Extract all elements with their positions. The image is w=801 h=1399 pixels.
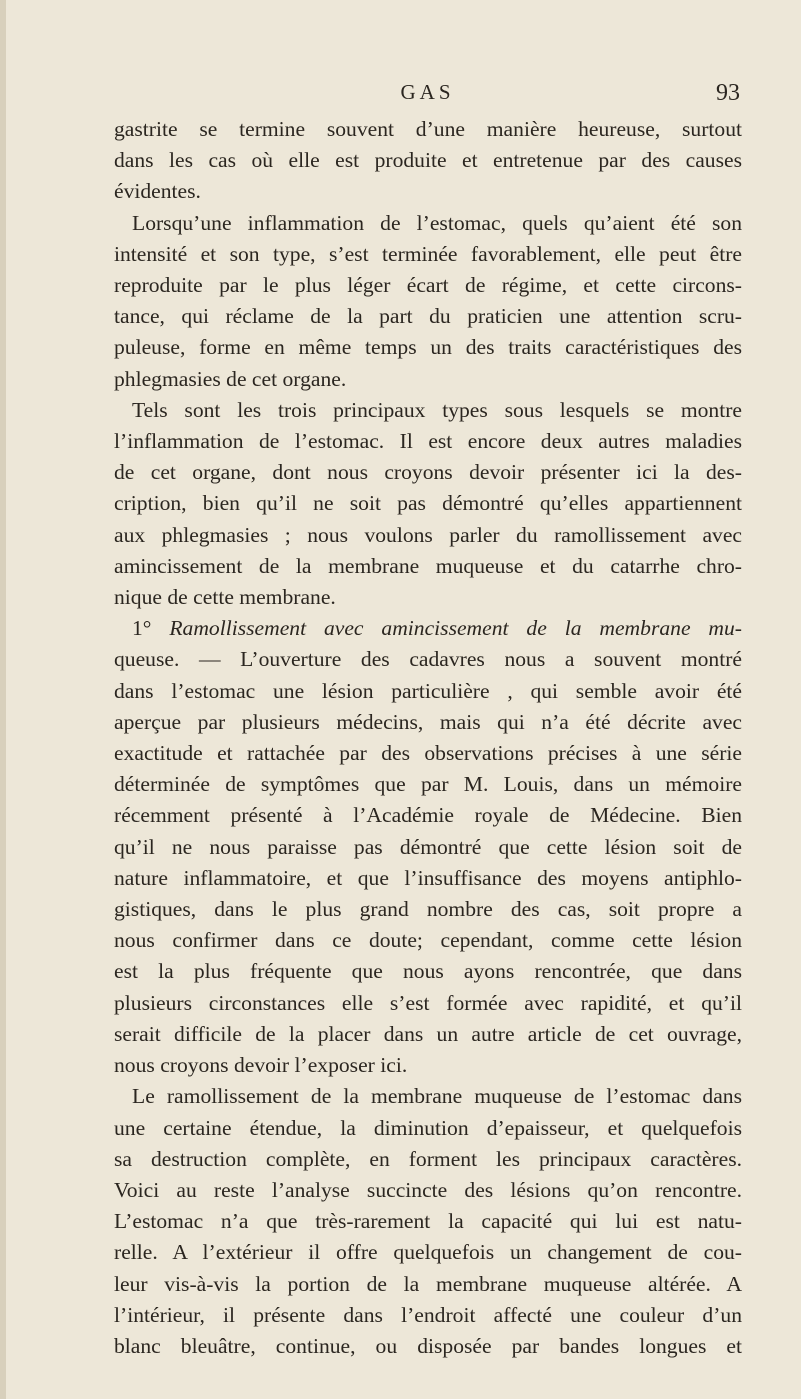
- text-line: exactitude et rattachée par des observations précises à une série: [114, 741, 742, 766]
- text-line: l’inflammation de l’estomac. Il est encore deux autres maladies: [114, 429, 742, 454]
- text-line: dans les cas où elle est produite et entretenue par des causes: [114, 148, 742, 173]
- text-line: phlegmasies de cet organe.: [114, 366, 347, 391]
- section-number: 1°: [132, 616, 152, 641]
- section-heading: [114, 613, 742, 644]
- text-line: l’intérieur, il présente dans l’endroit affecté une couleur d’un: [114, 1302, 742, 1327]
- text-line: de cet organe, dont nous croyons devoir présenter ici la des-: [114, 460, 742, 485]
- text-line: gastrite se termine souvent d’une manière heureuse, surtout: [114, 117, 742, 141]
- text-line: [114, 644, 742, 675]
- text-line: évidentes.: [114, 179, 201, 204]
- text-line: reproduite par le plus léger écart de régime, et cette circons-: [114, 273, 742, 298]
- text-line: Le ramollissement de la membrane muqueuse de l’estomac dans: [132, 1084, 742, 1109]
- text-line: blanc bleuâtre, continue, ou disposée par bandes longues et: [114, 1333, 742, 1358]
- page-edge: [0, 0, 6, 1399]
- text-line: cription, bien qu’il ne soit pas démontré qu’elles appartiennent: [114, 491, 742, 516]
- text-line: serait difficile de la placer dans un autre article de cet ouvrage,: [114, 1021, 742, 1046]
- text-line: gistiques, dans le plus grand nombre des cas, soit propre a: [114, 897, 742, 922]
- text-line: Lorsqu’une inflammation de l’estomac, quels qu’aient été son: [132, 210, 742, 235]
- text-line: est la plus fréquente que nous ayons rencontrée, que dans: [114, 959, 742, 984]
- text-line: une certaine étendue, la diminution d’epaisseur, et quelquefois: [114, 1115, 742, 1140]
- text-line: déterminée de symptômes que par M. Louis, dans un mémoire: [114, 772, 742, 797]
- text-line: plusieurs circonstances elle s’est formée avec rapidité, et qu’il: [114, 990, 742, 1015]
- text-line: aux phlegmasies ; nous voulons parler du ramollissement avec: [114, 522, 742, 547]
- text-line-content: queuse. — L’ouverture des cadavres nous a souvent montré: [114, 647, 742, 672]
- text-line: nique de cette membrane.: [114, 585, 336, 610]
- text-line: aperçue par plusieurs médecins, mais qui n’a été décrite avec: [114, 709, 742, 734]
- text-line: sa destruction complète, en forment les principaux caractères.: [114, 1146, 742, 1171]
- text-line: puleuse, forme en même temps un des traits caractéristiques des: [114, 335, 742, 360]
- page-number: 93: [716, 80, 740, 106]
- text-line: L’estomac n’a que très-rarement la capacité qui lui est natu-: [114, 1209, 742, 1234]
- text-line: dans l’estomac une lésion particulière , qui semble avoir été: [114, 678, 742, 703]
- text-line: amincissement de la membrane muqueuse et du catarrhe chro-: [114, 553, 742, 578]
- text-line: intensité et son type, s’est terminée favorablement, elle peut être: [114, 241, 742, 266]
- text-line: relle. A l’extérieur il offre quelquefois un changement de cou-: [114, 1240, 742, 1265]
- text-line: qu’il ne nous paraisse pas démontré que cette lésion soit de: [114, 834, 742, 859]
- section-title: Ramollissement avec amincissement de la membrane mu-: [169, 616, 742, 641]
- text-line: nous confirmer dans ce doute; cependant, comme cette lésion: [114, 928, 742, 953]
- text-line: récemment présenté à l’Académie royale de Médecine. Bien: [114, 803, 742, 828]
- text-line: tance, qui réclame de la part du praticien une attention scru-: [114, 304, 742, 329]
- running-head: GAS: [400, 80, 455, 104]
- text-line: nature inflammatoire, et que l’insuffisance des moyens antiphlo-: [114, 865, 742, 890]
- body-text: [114, 114, 742, 1362]
- text-line: nous croyons devoir l’exposer ici.: [114, 1053, 408, 1078]
- text-line: leur vis-à-vis la portion de la membrane muqueuse altérée. A: [114, 1271, 742, 1296]
- text-line: Tels sont les trois principaux types sous lesquels se montre: [132, 397, 742, 422]
- page-header: [115, 80, 740, 112]
- text-line: Voici au reste l’analyse succincte des lésions qu’on rencontre.: [114, 1177, 742, 1202]
